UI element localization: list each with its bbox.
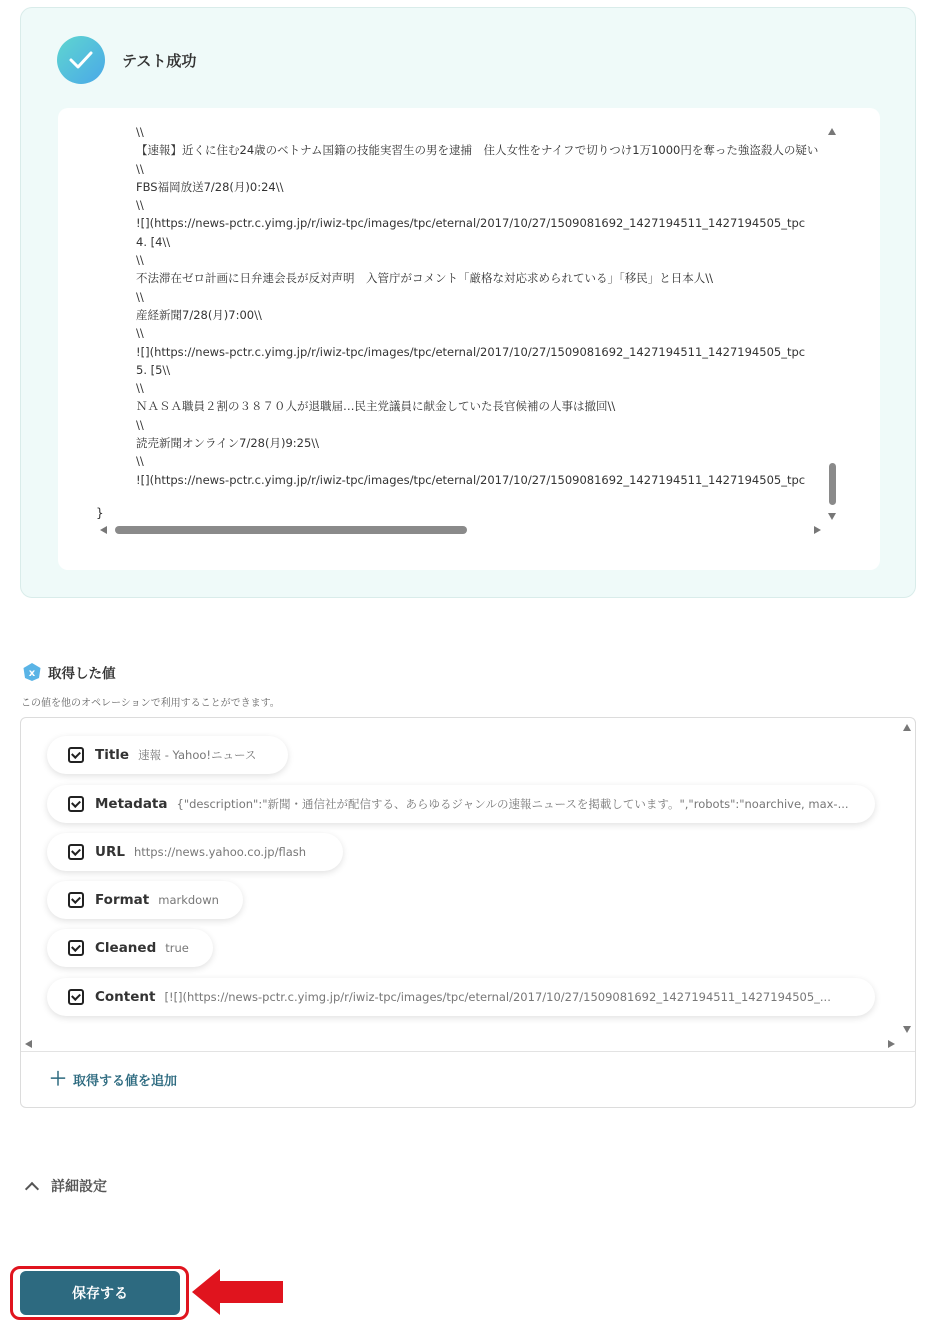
- value-tag-icon: [68, 747, 84, 763]
- scroll-down-arrow-icon[interactable]: [903, 1026, 911, 1033]
- add-value-label: 取得する値を追加: [73, 1074, 178, 1089]
- output-line: 5. [5\\: [136, 362, 171, 377]
- acquired-values-title: 取得した値: [48, 666, 116, 682]
- output-line: 産経新聞7/28(月)7:00\\: [136, 307, 262, 322]
- result-output-text: [136, 123, 828, 489]
- check-circle-icon: [57, 36, 105, 84]
- values-scroll-area[interactable]: [21, 718, 915, 1052]
- value-name: Metadata: [95, 796, 168, 812]
- chevron-up-icon: [25, 1181, 39, 1195]
- output-line: ![](https://news-pctr.c.yimg.jp/r/iwiz-tpc/images/tpc/eternal/2017/10/27/1509081692_1427194511_1427194505_tpc: [136, 216, 806, 231]
- output-line: \\: [136, 326, 144, 341]
- output-line: 4. [4\\: [136, 234, 171, 249]
- output-line: ＮＡＳＡ職員２割の３８７０人が退職届…民主党議員に献金していた長官候補の人事は撤回\\: [136, 399, 616, 414]
- test-success-panel: [20, 7, 916, 598]
- output-line: \\: [136, 198, 144, 213]
- svg-text:x: x: [28, 668, 36, 679]
- value-tag-icon: [68, 892, 84, 908]
- value-tag-icon: [68, 844, 84, 860]
- value-preview: [![](https://news-pctr.c.yimg.jp/r/iwiz-tpc/images/tpc/eternal/2017/10/27/1509081692_1427194511_1427194505_...: [164, 990, 831, 1004]
- scroll-down-arrow-icon[interactable]: [828, 513, 836, 520]
- output-line: \\: [136, 253, 144, 268]
- scroll-right-arrow-icon[interactable]: [814, 526, 821, 534]
- output-line: 不法滞在ゼロ計画に日弁連会長が反対声明 入管庁がコメント「厳格な対応求められている」「移民」と日本人\\: [136, 271, 713, 286]
- add-value-button[interactable]: [49, 1070, 177, 1089]
- scroll-left-arrow-icon[interactable]: [100, 526, 107, 534]
- value-chip-format[interactable]: [47, 881, 243, 919]
- horizontal-scrollbar-thumb[interactable]: [115, 526, 467, 534]
- scroll-left-arrow-icon[interactable]: [25, 1040, 32, 1048]
- value-tag-icon: [68, 989, 84, 1005]
- value-preview: https://news.yahoo.co.jp/flash: [133, 845, 307, 859]
- scroll-up-arrow-icon[interactable]: [828, 128, 836, 135]
- success-header: [57, 36, 196, 84]
- value-name: URL: [95, 844, 125, 860]
- value-preview: markdown: [158, 893, 219, 907]
- output-line: \\: [136, 381, 144, 396]
- plus-icon: ＋: [49, 1068, 67, 1090]
- acquired-values-box: [20, 717, 916, 1108]
- value-name: Cleaned: [95, 940, 157, 956]
- scroll-up-arrow-icon[interactable]: [903, 724, 911, 731]
- output-line: \\: [136, 454, 144, 469]
- output-line: \\: [136, 161, 144, 176]
- scroll-right-arrow-icon[interactable]: [888, 1040, 895, 1048]
- value-preview: true: [165, 941, 189, 955]
- value-name: Content: [95, 989, 156, 1005]
- acquired-values-header: [22, 662, 116, 682]
- output-line: 【速報】近くに住む24歳のベトナム国籍の技能実習生の男を逮捕 住人女性をナイフで切りつけ1万1000円を奪った強盗殺人の疑い: [136, 143, 819, 158]
- value-name: Format: [95, 892, 150, 908]
- output-line: \\: [136, 125, 144, 139]
- vertical-scrollbar-thumb[interactable]: [829, 463, 836, 505]
- output-line: ![](https://news-pctr.c.yimg.jp/r/iwiz-tpc/images/tpc/eternal/2017/10/27/1509081692_1427194511_1427194505_tpc: [136, 344, 806, 359]
- output-line: \\: [136, 417, 144, 432]
- value-preview: {"description":"新聞・通信社が配信する、あらゆるジャンルの速報ニュースを掲載しています。","robots":"noarchive, max-...: [176, 797, 849, 811]
- details-settings-toggle[interactable]: [27, 1176, 107, 1196]
- value-chip-url[interactable]: [47, 833, 343, 871]
- output-line: FBS福岡放送7/28(月)0:24\\: [136, 179, 284, 194]
- variable-x-icon: [22, 662, 42, 682]
- value-chip-title[interactable]: [47, 736, 288, 774]
- value-preview: 速報 - Yahoo!ニュース: [138, 748, 257, 762]
- value-chip-metadata[interactable]: [47, 785, 875, 823]
- output-line: ![](https://news-pctr.c.yimg.jp/r/iwiz-tpc/images/tpc/eternal/2017/10/27/1509081692_1427194511_1427194505_tpc: [136, 472, 806, 487]
- value-chip-content[interactable]: [47, 978, 875, 1016]
- red-arrow-icon: [192, 1266, 284, 1318]
- output-line: \\: [136, 289, 144, 304]
- value-tag-icon: [68, 796, 84, 812]
- value-tag-icon: [68, 940, 84, 956]
- value-chip-cleaned[interactable]: [47, 929, 213, 967]
- closing-brace: }: [96, 506, 104, 520]
- value-name: Title: [95, 747, 130, 763]
- acquired-values-description: この値を他のオペレーションで利用することができます。: [21, 698, 280, 709]
- save-button[interactable]: 保存する: [20, 1271, 180, 1315]
- output-line: 読売新聞オンライン7/28(月)9:25\\: [136, 436, 320, 451]
- result-output-box[interactable]: [58, 108, 880, 570]
- details-settings-label: 詳細設定: [51, 1179, 107, 1195]
- success-title: テスト成功: [122, 51, 197, 70]
